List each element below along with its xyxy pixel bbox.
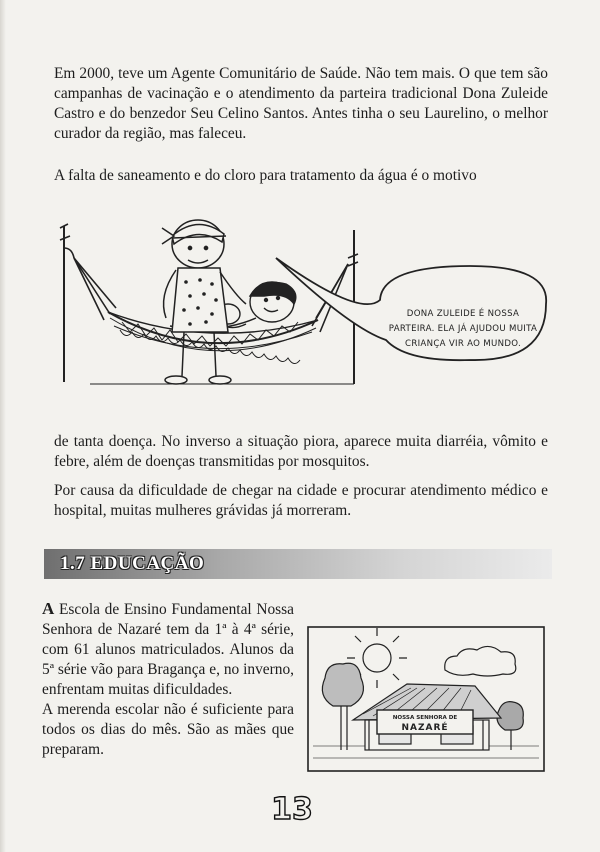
speech-bubble-text: DONA ZULEIDE É NOSSA PARTEIRA. ELA JÁ AJUDOU MUITA CRIANÇA VIR AO MUNDO. <box>388 309 538 349</box>
education-paragraph-1: Escola de Ensino Fundamental Nossa Senhora de Nazaré tem da 1ª à 4ª série, com 61 alunos matriculados. Alunos da 5ª série vão para Bragança e, no inverno, enfrentam muitas dificuldades. <box>42 601 294 698</box>
paragraph-diseases: de tanta doença. No inverso a situação piora, aparece muita diarréia, vômito e febre, além de doenças transmitidas por mosquitos. <box>54 433 548 470</box>
section-title: 1.7 EDUCAÇÃO <box>60 553 205 574</box>
page-number: 13 <box>271 792 313 827</box>
school-illustration <box>307 626 545 772</box>
page-gutter-shadow <box>0 0 6 852</box>
education-text <box>42 599 294 760</box>
school-sign-line2: NAZARÉ <box>401 723 449 733</box>
school-sign-line1: NOSSA SENHORA DE <box>392 715 458 721</box>
education-paragraph-2: A merenda escolar não é suficiente para todos os dias do mês. São as mães que preparam. <box>42 701 294 758</box>
paragraph-sanitation: A falta de saneamento e do cloro para tratamento da água é o motivo <box>54 167 477 184</box>
drop-cap: A <box>42 599 55 618</box>
paragraph-health-agent: Em 2000, teve um Agente Comunitário de Saúde. Não tem mais. O que tem são campanhas de vacinação e o atendimento da parteira tradicional Dona Zuleide Castro e do benzedor Seu Celino Santos. Antes tinha o seu Laurelino, o melhor curador da região, mas faleceu. <box>54 65 548 142</box>
paragraph-pregnant-women: Por causa da dificuldade de chegar na cidade e procurar atendimento médico e hospital, muitas mulheres grávidas já morreram. <box>54 482 548 519</box>
